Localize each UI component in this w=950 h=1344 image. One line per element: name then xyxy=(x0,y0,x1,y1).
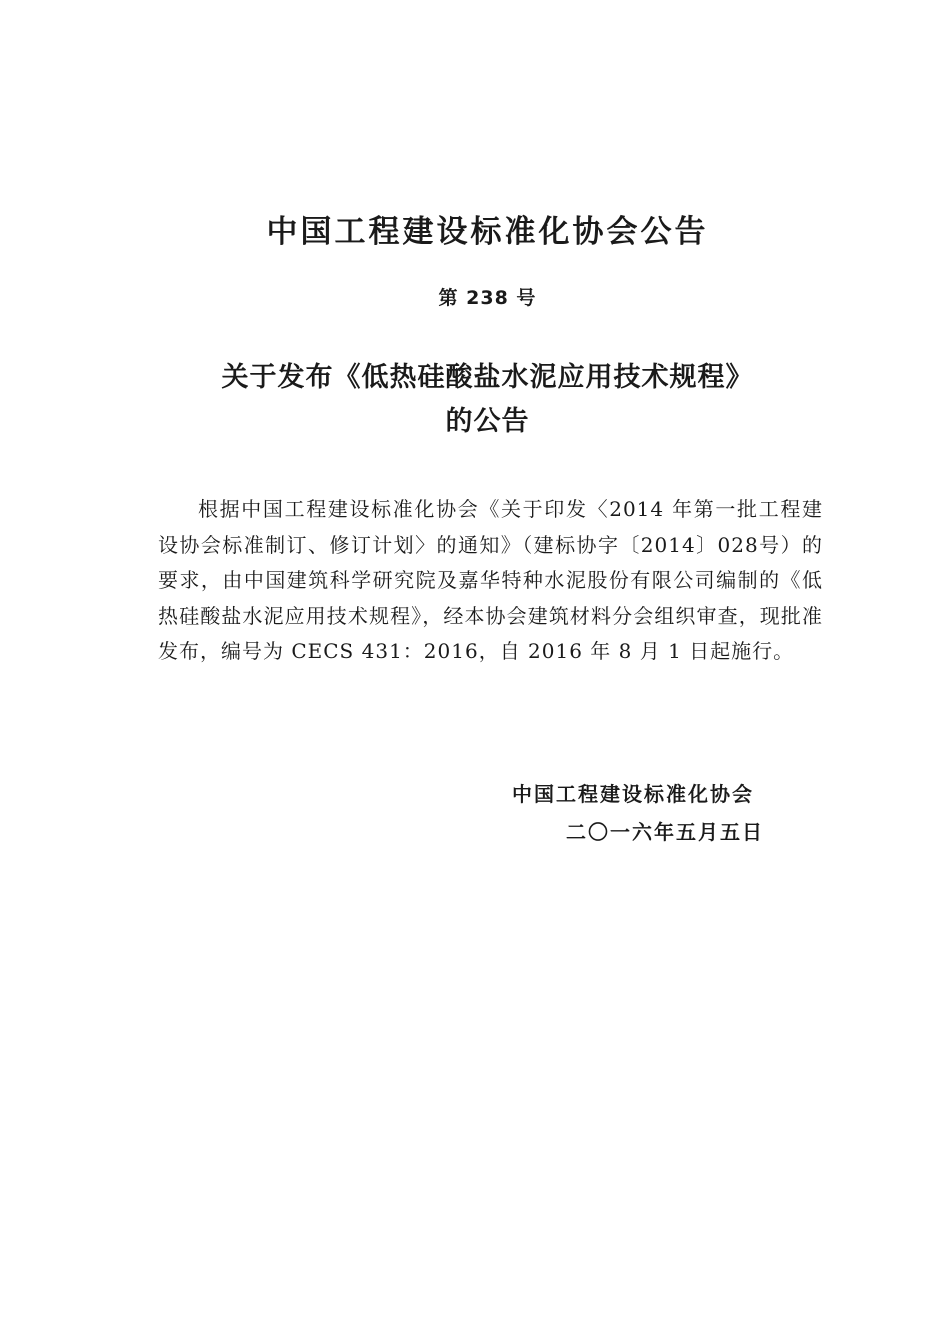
announcement-subject xyxy=(0,356,950,444)
announcement-body: 根据中国工程建设标准化协会《关于印发〈2014 年第一批工程建设协会标准制订、修订计划〉的通知》（建标协字〔2014〕028号）的要求，由中国建筑科学研究院及嘉华特种水泥股份有限公司编制的《低热硅酸盐水泥应用技术规程》，经本协会建筑材料分会组织审查，现批准发布，编号为 CECS 431：2016，自 2016 年 8 月 1 日起施行。 xyxy=(158,497,823,663)
signature-organization: 中国工程建设标准化协会 xyxy=(512,782,754,806)
signature-date: 二〇一六年五月五日 xyxy=(566,820,764,844)
subject-line-1: 关于发布《低热硅酸盐水泥应用技术规程》 xyxy=(221,362,754,393)
subject-line-2: 的公告 xyxy=(445,406,530,437)
announcement-title: 中国工程建设标准化协会公告 xyxy=(266,214,709,250)
announcement-number: 第 238 号 xyxy=(438,287,537,309)
